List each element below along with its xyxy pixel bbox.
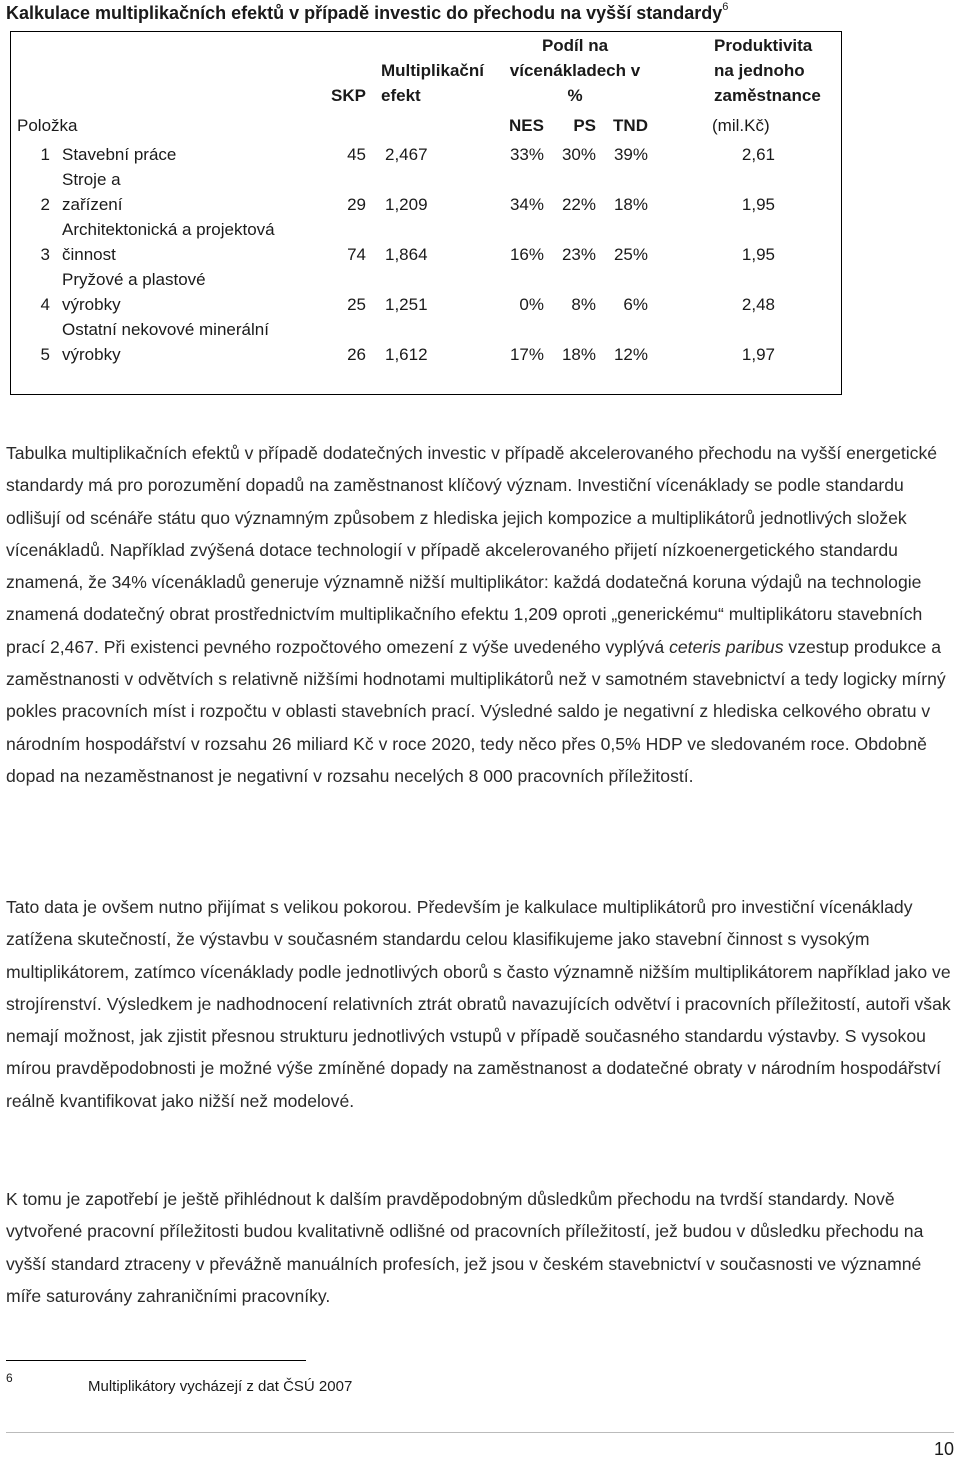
row-skp: 26 xyxy=(347,345,366,364)
col-header-mult-l2: efekt xyxy=(381,86,421,105)
footnote-number: 6 xyxy=(6,1371,13,1385)
row-name: Ostatní nekovové minerální xyxy=(62,320,269,339)
col-header-polozka: Položka xyxy=(17,116,78,135)
footnote-ref: 6 xyxy=(722,1,729,13)
row-skp: 25 xyxy=(347,295,366,314)
row-mult: 1,251 xyxy=(385,295,428,314)
row-nes: 17% xyxy=(509,345,544,364)
footnote-divider xyxy=(6,1360,306,1361)
page-number: 10 xyxy=(933,1439,954,1459)
row-name: výrobky xyxy=(62,345,121,364)
footnote-text: Multiplikátory vycházejí z dat ČSÚ 2007 xyxy=(88,1378,353,1395)
col-header-ps: PS xyxy=(573,116,596,135)
row-nes: 16% xyxy=(509,245,544,264)
row-prod: 1,95 xyxy=(741,245,775,264)
row-ps: 30% xyxy=(561,145,596,164)
row-name: Pryžové a plastové xyxy=(62,270,206,289)
row-num: 1 xyxy=(40,145,50,164)
row-name: Stavební práce xyxy=(62,145,177,164)
row-prod: 1,97 xyxy=(741,345,775,364)
row-num: 2 xyxy=(40,195,50,214)
row-tnd: 18% xyxy=(613,195,648,214)
row-name: Architektonická a projektová xyxy=(62,220,275,239)
row-mult: 2,467 xyxy=(385,145,428,164)
row-name: Stroje a xyxy=(62,170,121,189)
row-num: 3 xyxy=(40,245,50,264)
col-header-mult-l1: Multiplikační xyxy=(381,61,484,80)
row-ps: 18% xyxy=(561,345,596,364)
row-prod: 2,61 xyxy=(741,145,775,164)
row-prod: 1,95 xyxy=(741,195,775,214)
row-num: 5 xyxy=(40,345,50,364)
row-nes: 0% xyxy=(519,295,544,314)
col-header-share-l2: vícenákladech v xyxy=(509,61,641,80)
row-ps: 23% xyxy=(561,245,596,264)
row-skp: 74 xyxy=(347,245,366,264)
row-mult: 1,612 xyxy=(385,345,428,364)
row-nes: 33% xyxy=(509,145,544,164)
page-footer-divider xyxy=(6,1432,954,1433)
row-mult: 1,209 xyxy=(385,195,428,214)
row-num: 4 xyxy=(40,295,50,314)
row-skp: 45 xyxy=(347,145,366,164)
row-prod: 2,48 xyxy=(741,295,775,314)
col-header-share-l3: % xyxy=(567,86,583,105)
col-header-tnd: TND xyxy=(613,116,648,135)
row-ps: 22% xyxy=(561,195,596,214)
row-ps: 8% xyxy=(571,295,596,314)
col-header-prod-l3: zaměstnance xyxy=(714,86,821,105)
row-tnd: 6% xyxy=(623,295,648,314)
page-title: Kalkulace multiplikačních efektů v případě investic do přechodu na vyšší standardy$^6$ xyxy=(6,1,729,23)
col-header-skp: SKP xyxy=(331,86,366,105)
row-skp: 29 xyxy=(347,195,366,214)
col-header-prod-l1: Produktivita xyxy=(714,36,813,55)
col-header-nes: NES xyxy=(509,116,544,135)
col-header-prod-l2: na jednoho xyxy=(714,61,805,80)
row-tnd: 25% xyxy=(613,245,648,264)
row-nes: 34% xyxy=(509,195,544,214)
row-tnd: 39% xyxy=(613,145,648,164)
row-name: výrobky xyxy=(62,295,121,314)
row-mult: 1,864 xyxy=(385,245,428,264)
row-name: činnost xyxy=(62,245,116,264)
row-name: zařízení xyxy=(62,195,123,214)
col-header-unit: (mil.Kč) xyxy=(712,116,770,135)
paragraph-1: Tabulka multiplikačních efektů v případě dodatečných investic v případě akcelerovaného přechodu na vyšší energetické standardy má pro porozumění dopadů na zaměstnanost klíčový význam. Investiční vícenáklady se podle standardu odlišují od scénáře státu quo významným způsobem z hlediska jejich kompozice a multiplikátorů jednotlivých složek vícenákladů. Například zvýšená dotace technologií v případě akcelerovaného přijetí nízkoenergetického standardu znamená, že 34% vícenákladů generuje významně nižší multiplikátor: každá dodatečná koruna výdajů na technologie znamená dodatečný obrat prostřednictvím multiplikačního efektu 1,209 oproti „generickému“ multiplikátoru stavebních prací 2,467. Při existenci pevného rozpočtového omezení z výše uvedeného vyplývá ceteris paribus vzestup produkce a zaměstnanosti v odvětvích s relativně nižšími hodnotami multiplikátorů než v samotném stavebnictví a tedy logicky mírný pokles pracovních míst i rozpočtu v oblasti stavebních prací. Výsledné saldo je negativní z hlediska celkového obratu v národním hospodářství v rozsahu 26 miliard Kč v roce 2020, tedy něco přes 0,5% HDP ve sledovaném roce. Obdobně dopad na nezaměstnanost je negativní v rozsahu necelých 8 000 pracovních příležitostí. xyxy=(6,443,946,786)
paragraph-2: Tato data je ovšem nutno přijímat s velikou pokorou. Především je kalkulace multiplikátorů pro investiční vícenáklady zatížena skutečností, že výstavbu v současném standardu celou klasifikujeme jako stavební činnost s vysokým multiplikátorem, zatímco vícenáklady podle jednotlivých oborů s často významně nižším multiplikátorem například jako ve strojírenství. Výsledkem je nadhodnocení relativních ztrát obratů navazujících odvětví i pracovních příležitostí, autoři však nemají možnost, jak zjistit přesnou strukturu jednotlivých vstupů v případě současného standardu výstavby. S vysokou mírou pravděpodobnosti je možné výše zmíněné dopady na zaměstnanost a dodatečné obraty v národním hospodářství reálně kvantifikovat jako nižší než modelové. xyxy=(6,897,951,1111)
paragraph-3: K tomu je zapotřebí je ještě přihlédnout k dalším pravděpodobným důsledkům přechodu na tvrdší standardy. Nově vytvořené pracovní příležitosti budou kvalitativně odlišné od pracovních příležitostí, jež budou v důsledku přechodu na vyšší standard ztraceny v převážně manuálních profesích, jež jsou v českém stavebnictví v současnosti ve významné míře saturovány zahraničními pracovníky. xyxy=(6,1189,924,1306)
row-tnd: 12% xyxy=(613,345,648,364)
latin-term: ceteris paribus xyxy=(669,636,784,657)
col-header-share-l1: Podíl na xyxy=(541,36,609,55)
